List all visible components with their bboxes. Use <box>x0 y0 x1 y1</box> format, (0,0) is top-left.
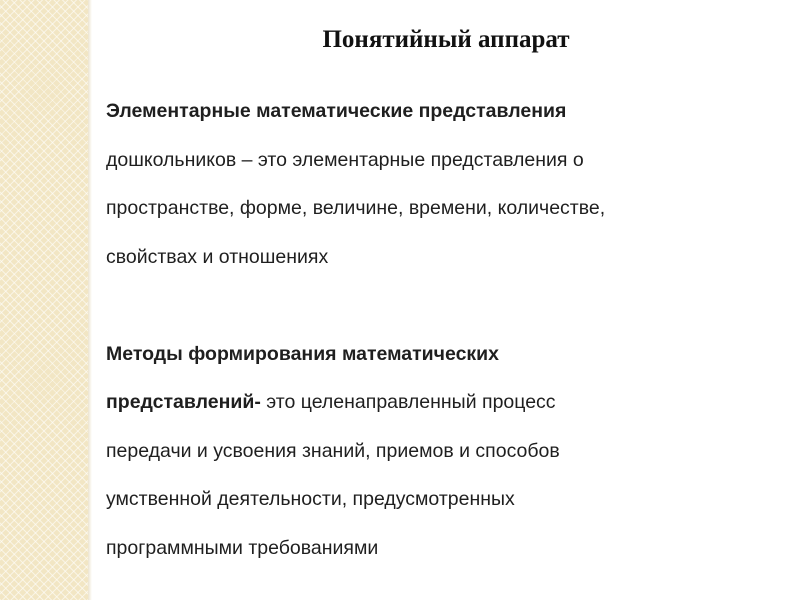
bold-term: Элементарные математические представления <box>106 100 567 122</box>
bold-term: Методы формирования математических <box>106 342 500 365</box>
line-text: дошкольников – это элементарные представления о <box>106 148 584 171</box>
text-line <box>106 524 786 573</box>
text-line <box>106 87 786 136</box>
line-text: пространстве, форме, величине, времени, количестве, <box>106 197 606 219</box>
slide-body <box>106 87 786 572</box>
methods-paragraph <box>106 330 786 573</box>
text-line <box>106 136 786 185</box>
text-line <box>106 233 786 282</box>
text-line <box>106 427 786 476</box>
line-text: умственной деятельности, предусмотренных <box>106 488 515 510</box>
line-text: это целенаправленный процесс <box>260 391 556 413</box>
slide-title: Понятийный аппарат <box>322 26 570 53</box>
bold-term: представлений- <box>106 391 261 413</box>
side-strip-edge <box>88 0 92 600</box>
line-text: передачи и усвоения знаний, приемов и способов <box>106 439 560 462</box>
text-line <box>106 378 786 427</box>
text-line <box>106 475 786 524</box>
text-line <box>106 330 786 379</box>
decorative-side-strip <box>0 0 88 600</box>
line-text: программными требованиями <box>106 536 379 559</box>
text-line <box>106 184 786 233</box>
line-text: свойствах и отношениях <box>106 245 329 268</box>
definition-paragraph <box>106 87 786 281</box>
